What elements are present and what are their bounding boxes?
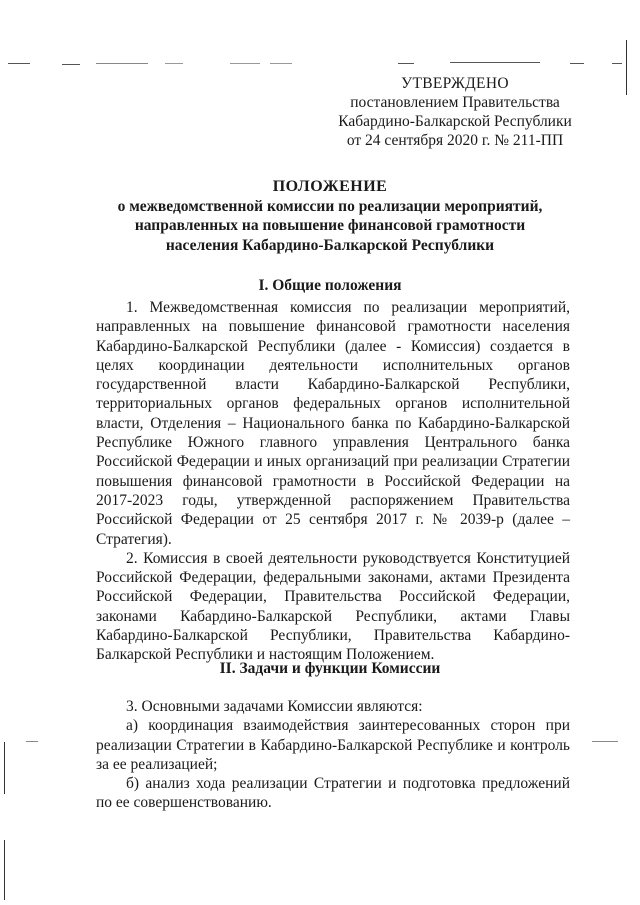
document-heading: ПОЛОЖЕНИЕ	[272, 178, 388, 195]
scan-artifact	[626, 40, 627, 95]
scan-artifact	[230, 63, 260, 64]
document-title	[60, 177, 600, 255]
scan-artifact	[96, 63, 148, 64]
document-title-line: о межведомственной комиссии по реализации мероприятий,	[117, 197, 543, 215]
paragraph-3: 3. Основными задачами Комиссии являются:	[126, 698, 423, 715]
paragraph-2: 2. Комиссия в своей деятельности руководствуется Конституцией Российской Федерации, федеральными законами, актами Президента Российской Федерации, Правительства Российской Федерации, законами Кабардино-Балкарской Республики, актами Главы Кабардино-Балкарской Республики, Правительства Кабардино-Балкарской Республики и настоящим Положением.	[96, 549, 570, 664]
scan-artifact	[398, 63, 414, 64]
scan-artifact	[450, 62, 540, 63]
scan-artifact	[8, 63, 30, 64]
approval-line: постановлением Правительства	[350, 94, 560, 111]
task-item-a: а) координация взаимодействия заинтересованных сторон при реализации Стратегии в Кабардино-Балкарской Республике и контроль за ее реализацией;	[96, 717, 570, 773]
scan-artifact	[570, 63, 584, 64]
scan-artifact	[592, 741, 618, 742]
approval-line: Кабардино-Балкарской Республики	[338, 113, 572, 130]
section-heading-tasks: II. Задачи и функции Комиссии	[219, 660, 441, 677]
approval-block	[320, 74, 590, 150]
section-general-body	[96, 298, 570, 665]
scan-artifact	[270, 63, 292, 64]
paragraph-1: 1. Межведомственная комиссия по реализации мероприятий, направленных на повышение финансовой грамотности населения Кабардино-Балкарской Республики (далее - Комиссия) создается в целях координации деятельности исполнительных органов государственной власти Кабардино-Балкарской Республики, территориальных органов федеральных органов исполнительной власти, Отделения – Национального банка по Кабардино-Балкарской Республике Южного главного управления Центрального банка Российской Федерации и иных организаций при реализации Стратегии повышения финансовой грамотности в Российской Федерации на 2017-2023 годы, утвержденной распоряжением Правительства Российской Федерации от 25 сентября 2017 г. № 2039-р (далее – Стратегия).	[96, 299, 570, 548]
scan-artifact	[62, 64, 80, 65]
approval-title: УТВЕРЖДЕНО	[401, 75, 509, 92]
section-heading-general: I. Общие положения	[258, 277, 402, 294]
scan-artifact	[4, 840, 5, 900]
scan-artifact	[165, 63, 183, 64]
document-title-line: населения Кабардино-Балкарской Республики	[165, 236, 495, 254]
task-item-b: б) анализ хода реализации Стратегии и подготовка предложений по ее совершенствованию.	[96, 775, 570, 812]
scan-artifact	[4, 742, 5, 794]
scan-artifact	[612, 63, 622, 64]
section-tasks-body	[96, 697, 570, 813]
document-title-line: направленных на повышение финансовой грамотности	[134, 217, 526, 234]
scan-artifact	[26, 741, 38, 742]
approval-line: от 24 сентября 2020 г. № 211-ПП	[346, 132, 564, 149]
